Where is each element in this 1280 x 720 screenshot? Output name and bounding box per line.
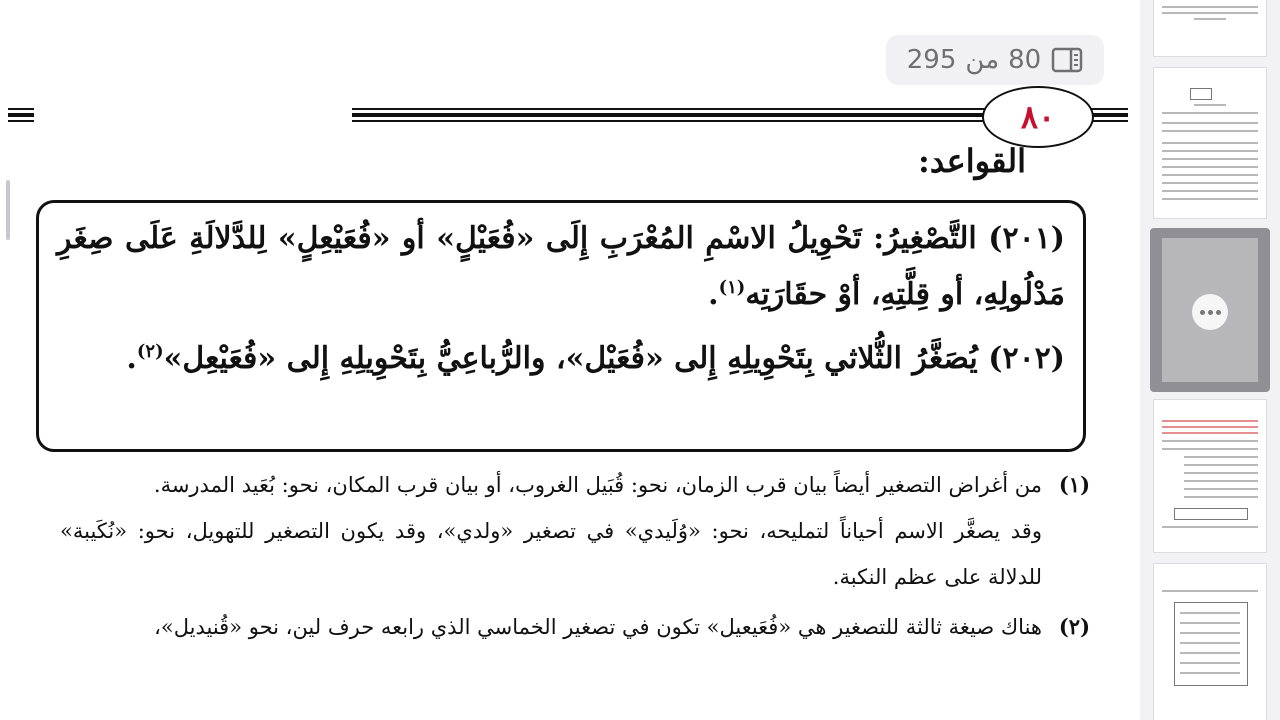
page-thumbnail[interactable] (1154, 400, 1266, 552)
footnotes (60, 462, 1090, 650)
rule-item: (٢٠١) التَّصْغِيرُ: تَحْوِيلُ الاسْمِ المُعْرَبِ إِلَى «فُعَيْلٍ» أو «فُعَيْعِلٍ» لِلدَّلالَةِ عَلَى صِغَرِ مَدْلُولِهِ، أو قِلَّتِهِ، أوْ حقَارَتِه$^{(١)}$. (57, 221, 1065, 312)
header-rule-left (8, 108, 34, 122)
more-icon (1200, 310, 1205, 315)
footnote-body (60, 462, 1042, 600)
section-heading: القواعد: (918, 142, 1026, 180)
page-number-badge (982, 86, 1094, 148)
page-indicator[interactable] (886, 35, 1104, 85)
page-separator: من (965, 45, 1000, 75)
scroll-indicator[interactable] (6, 180, 10, 240)
page-thumbnail[interactable] (1154, 564, 1266, 720)
footnote-line: وقد يصغَّر الاسم أحياناً لتمليحه، نحو: «وُلَيدي» في تصغير «ولدي»، وقد يكون التصغير للتهويل، نحو: «نُكَيبة» للدلالة على عظم النكبة. (60, 519, 1042, 589)
total-pages: 295 (906, 45, 957, 75)
rule-text: يُصَغَّرُ الثُّلاثي بِتَحْوِيلِهِ إِلى «فُعَيْل»، والرُّباعِيُّ بِتَحْوِيلِهِ إِلى «فُعَيْعِل» (163, 341, 978, 376)
page-number: ٨٠ (1020, 98, 1056, 136)
page-thumbnail[interactable] (1154, 68, 1266, 218)
footnote-line: من أغراض التصغير أيضاً بيان قرب الزمان، نحو: قُبَيل الغروب، أو بيان قرب المكان، نحو: بُعَيد المدرسة. (153, 473, 1042, 497)
rule-item: (٢٠٢) يُصَغَّرُ الثُّلاثي بِتَحْوِيلِهِ إِلى «فُعَيْل»، والرُّباعِيُّ بِتَحْوِيلِهِ إِلى «فُعَيْعِل»$^{(٢)}$. (126, 341, 1065, 376)
footnote-number: (٢) (1058, 614, 1090, 639)
footnote-item (60, 462, 1090, 600)
page-count (907, 45, 1041, 75)
rule-number: (٢٠١) (988, 221, 1065, 256)
footnote-ref[interactable]: (٢) (136, 341, 164, 362)
rule-number: (٢٠٢) (988, 341, 1065, 376)
current-page: 80 (1008, 45, 1042, 75)
footnote-ref[interactable]: (١) (718, 277, 746, 298)
rule-text: التَّصْغِيرُ: تَحْوِيلُ الاسْمِ المُعْرَبِ إِلَى «فُعَيْلٍ» أو «فُعَيْعِلٍ» لِلدَّلالَةِ عَلَى صِغَرِ مَدْلُولِهِ، أو قِلَّتِهِ، أوْ حقَارَتِه (57, 221, 1065, 312)
page-thumbnail[interactable] (1154, 0, 1266, 56)
sidebar-toggle-icon[interactable] (1051, 47, 1083, 73)
footnote-body (60, 604, 1042, 650)
footnote-number: (١) (1058, 472, 1090, 497)
footnote-item (60, 604, 1090, 650)
more-options-button[interactable] (1192, 294, 1228, 330)
footnote-line: هناك صيغة ثالثة للتصغير هي «فُعَيعيل» تكون في تصغير الخماسي الذي رابعه حرف لين، نحو «قُنيديل»، (154, 615, 1042, 639)
rules-box (36, 200, 1086, 452)
